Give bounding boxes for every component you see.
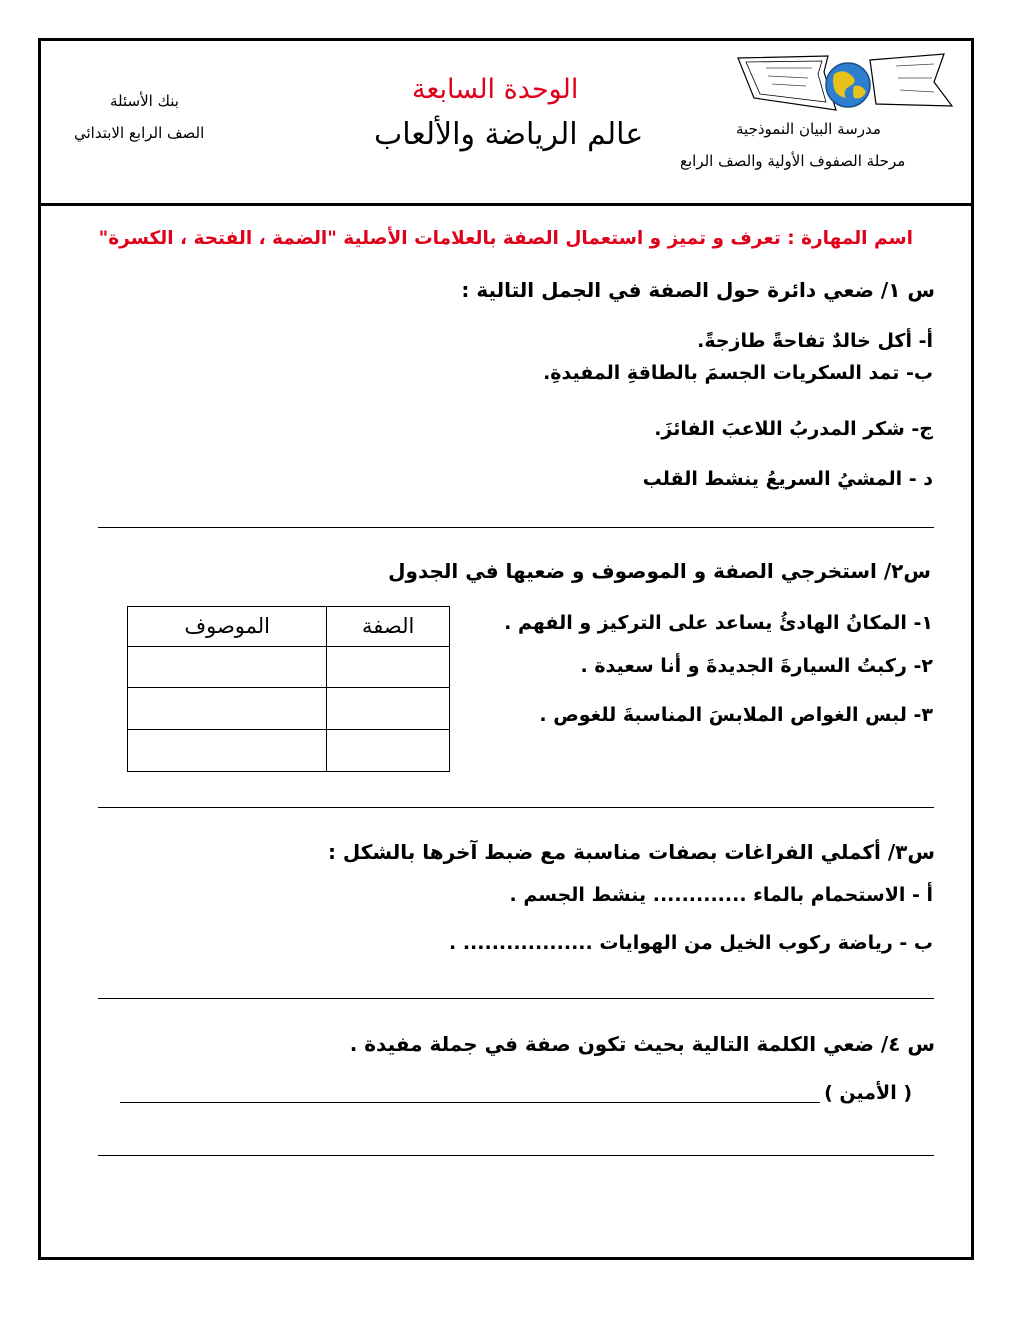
q2-item-3: ٣- لبس الغواص الملابسَ المناسبةَ للغوص . [539, 704, 933, 726]
grade-label: الصف الرابع الابتدائي [74, 124, 205, 142]
answer-line[interactable] [98, 998, 934, 999]
q4-word: ( الأمين ) [824, 1082, 912, 1104]
q1-prompt: س ١/ ضعي دائرة حول الصفة في الجمل التالية : [461, 278, 935, 302]
unit-title: الوحدة السابعة [412, 74, 579, 105]
table-header-described: الموصوف [128, 607, 327, 647]
q1-item-d: د - المشيُ السريعُ ينشط القلب [642, 468, 933, 490]
q2-item-2: ٢- ركبتُ السيارةَ الجديدةَ و أنا سعيدة . [580, 655, 933, 677]
q3-item-b: ب - رياضة ركوب الخيل من الهوايات .................. . [448, 932, 933, 954]
answer-line[interactable] [98, 527, 934, 528]
topic-title: عالم الرياضة والألعاب [374, 117, 644, 152]
table-row [128, 646, 450, 688]
q1-item-a: أ- أكل خالدٌ تفاحةً طازجةً. [697, 330, 933, 352]
q2-prompt: س٢/ استخرجي الصفة و الموصوف و ضعيها في الجدول [388, 559, 931, 583]
answer-line[interactable] [98, 807, 934, 808]
q1-item-c: ج- شكر المدربُ اللاعبَ الفائزَ. [654, 418, 933, 440]
table-row [128, 730, 450, 772]
skill-title: اسم المهارة : تعرف و تميز و استعمال الصفة بالعلامات الأصلية "الضمة ، الفتحة ، الكسرة" [98, 228, 913, 249]
answer-line[interactable] [120, 1102, 820, 1103]
adjective-cell[interactable] [327, 646, 450, 688]
q2-item-1: ١- المكانُ الهادئُ يساعد على التركيز و الفهم . [504, 612, 933, 634]
described-cell[interactable] [128, 688, 327, 730]
school-name: مدرسة البيان النموذجية [736, 120, 881, 138]
described-cell[interactable] [128, 646, 327, 688]
table-row [128, 688, 450, 730]
school-logo [736, 52, 958, 114]
header-separator [38, 203, 974, 206]
described-cell[interactable] [128, 730, 327, 772]
q3-prompt: س٣/ أكملي الفراغات بصفات مناسبة مع ضبط آخرها بالشكل : [327, 840, 935, 864]
question-bank-label: بنك الأسئلة [110, 92, 179, 110]
stage-name: مرحلة الصفوف الأولية والصف الرابع [680, 152, 906, 170]
adjective-cell[interactable] [327, 730, 450, 772]
adjective-cell[interactable] [327, 688, 450, 730]
q3-item-a: أ - الاستحمام بالماء ............. ينشط الجسم . [509, 884, 933, 906]
answer-line[interactable] [98, 1155, 934, 1156]
q1-item-b: ب- تمد السكريات الجسمَ بالطاقةِ المفيدةِ. [543, 362, 933, 384]
answer-table [127, 606, 450, 772]
table-header-adjective: الصفة [327, 607, 450, 647]
q4-prompt: س ٤/ ضعي الكلمة التالية بحيث تكون صفة في جملة مفيدة . [349, 1032, 935, 1056]
